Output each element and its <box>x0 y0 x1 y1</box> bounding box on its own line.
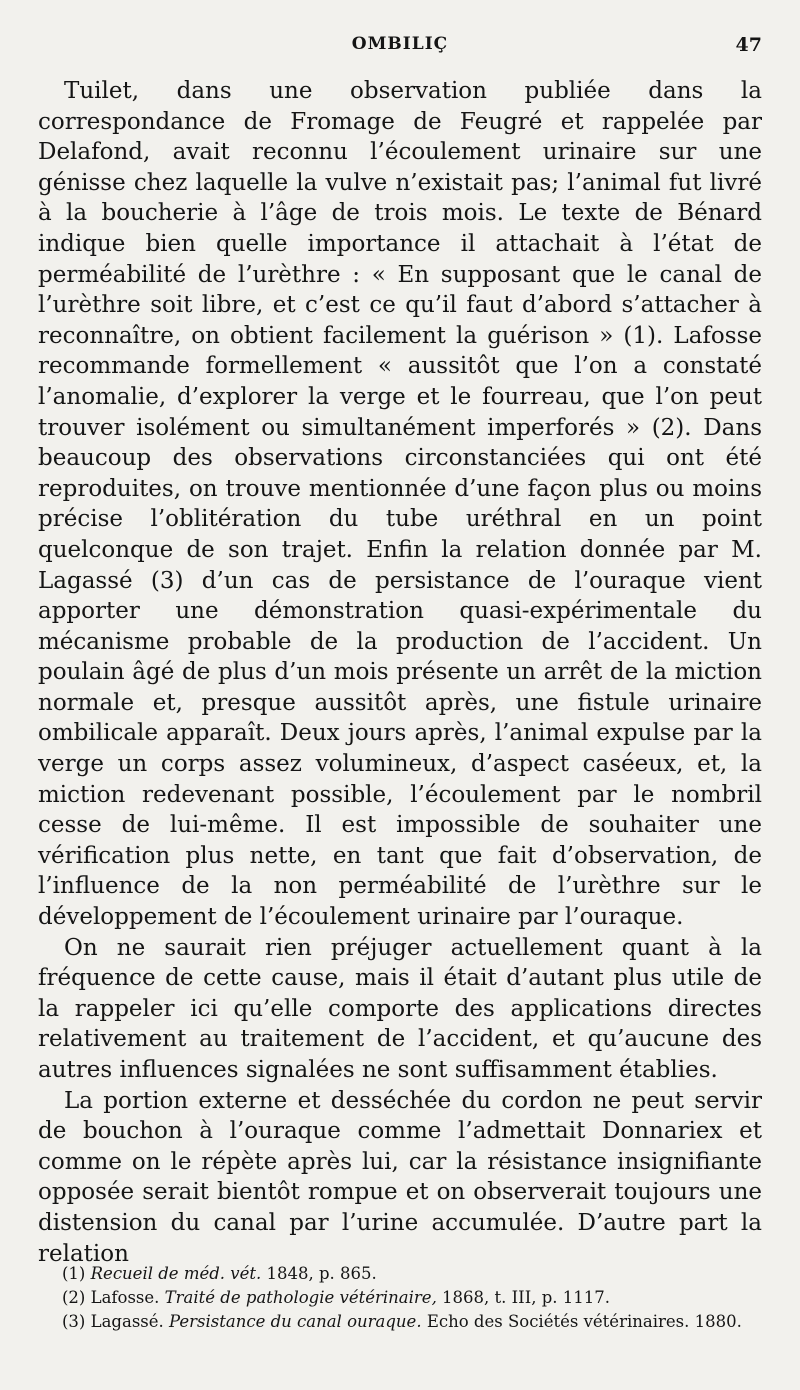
footnote-rest: 1868, t. III, p. 1117. <box>436 1288 610 1307</box>
footnote-author: Lafosse. <box>85 1288 165 1307</box>
footnote-marker: (1) <box>62 1264 86 1283</box>
footnote <box>38 1286 762 1310</box>
paragraph: On ne saurait rien préjuger actuellement quant à la fréquence de cette cause, mais il était d’autant plus utile de la rappeler ici qu’elle comporte des applications directes relativement au traitement de l’accident, et qu’aucune des autres influences signalées ne sont suffisamment établies. <box>38 934 762 1083</box>
page-header <box>38 34 762 60</box>
footnote-marker: (2) <box>62 1288 86 1307</box>
paragraph: La portion externe et desséchée du cordon ne peut servir de bouchon à l’ouraque comme l’admettait Donnariex et comme on le répète après lui, car la résistance insignifiante opposée serait bientôt rompue et on observerait toujours une distension du canal par l’urine accumulée. D’autre part la relation <box>38 1087 762 1267</box>
footnote-rest: Echo des Sociétés vétérinaires. 1880. <box>421 1312 742 1331</box>
footnote-title: Traité de pathologie vétérinaire, <box>164 1288 437 1307</box>
footnote-author: Lagassé. <box>85 1312 170 1331</box>
running-head: OMBILIÇ <box>351 34 449 54</box>
footnote-rest: 1848, p. 865. <box>261 1264 377 1283</box>
footnote <box>38 1310 762 1334</box>
page-number: 47 <box>735 34 762 56</box>
body-text <box>38 76 762 1269</box>
footnote <box>38 1262 762 1286</box>
paragraph: Tuilet, dans une observation publiée dans la correspondance de Fromage de Feugré et rappelée par Delafond, avait reconnu l’écoulement urinaire sur une génisse chez laquelle la vulve n’existait pas; l’animal fut livré à la boucherie à l’âge de trois mois. Le texte de Bénard indique bien quelle importance il attachait à l’état de perméabilité de l’urèthre : « En supposant que le canal de l’urèthre soit libre, et c’est ce qu’il faut d’abord s’attacher à reconnaître, on obtient facilement la guérison » (1). Lafosse recommande formellement « aussitôt que l’on a constaté l’anomalie, d’explorer la verge et le fourreau, que l’on peut trouver isolément ou simultanément imperforés » (2). Dans beaucoup des observations circonstanciées qui ont été reproduites, on trouve mentionnée d’une façon plus ou moins précise l’oblitération du tube uréthral en un point quelconque de son trajet. Enfin la relation donnée par M. Lagassé (3) d’un cas de persistance de l’ouraque vient apporter une démonstration quasi-expérimentale du mécanisme probable de la production de l’accident. Un poulain âgé de plus d’un mois présente un arrêt de la miction normale et, presque aussitôt après, une fistule urinaire ombilicale apparaît. Deux jours après, l’animal expulse par la verge un corps assez volumineux, d’aspect caséeux, et, la miction redevenant possible, l’écoulement par le nombril cesse de lui-même. Il est impossible de souhaiter une vérification plus nette, en tant que fait d’observation, de l’influence de la non perméabilité de l’urèthre sur le développement de l’écoulement urinaire par l’ouraque. <box>38 78 762 931</box>
footnote-title: Recueil de méd. vét. <box>90 1264 262 1283</box>
footnote-title: Persistance du canal ouraque. <box>169 1312 422 1331</box>
footnote-marker: (3) <box>62 1312 86 1331</box>
footnotes <box>38 1262 762 1334</box>
